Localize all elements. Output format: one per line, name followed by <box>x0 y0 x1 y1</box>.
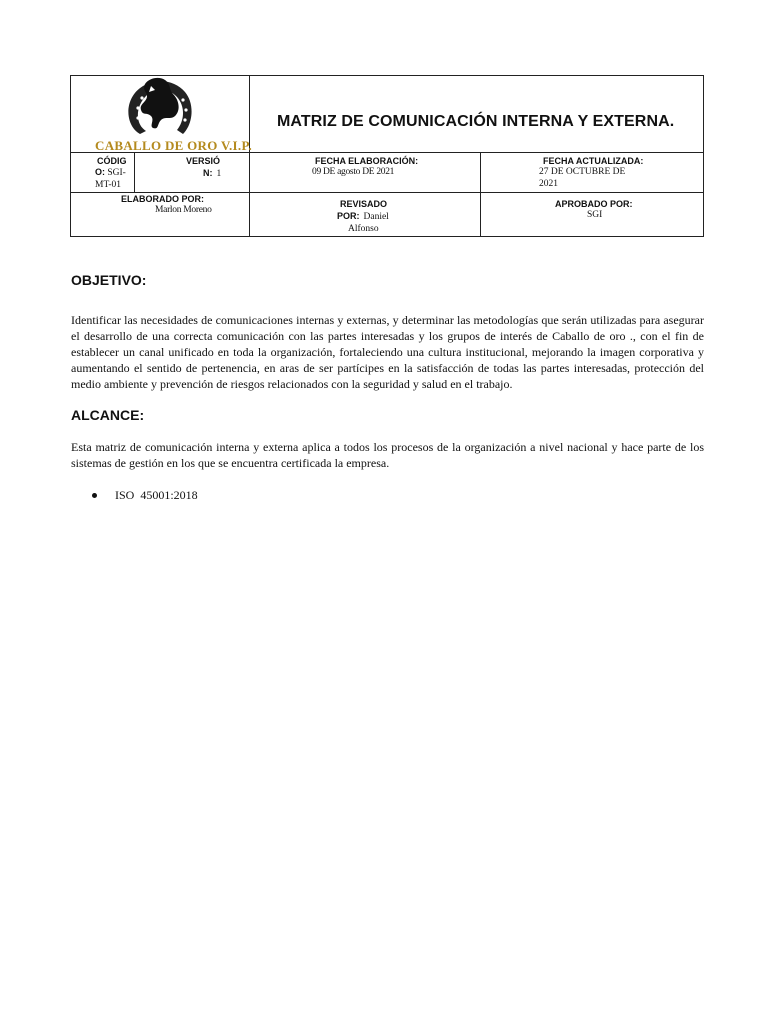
aprobado-label: APROBADO POR: <box>555 199 633 209</box>
fecha-actualizada-value: 27 DE OCTUBRE DE <box>539 167 626 177</box>
list-item <box>92 488 198 503</box>
version-cell <box>135 153 250 193</box>
fecha-actualizada-cell <box>481 153 704 193</box>
list-item-text: ISO 45001:2018 <box>115 488 198 502</box>
alcance-heading: ALCANCE: <box>71 407 145 423</box>
horse-horseshoe-logo-icon <box>95 76 225 142</box>
aprobado-value: SGI <box>587 210 603 220</box>
title-cell <box>250 76 704 153</box>
document-title: MATRIZ DE COMUNICACIÓN INTERNA Y EXTERNA. <box>277 113 675 130</box>
version-value: 1 <box>216 169 222 179</box>
codigo-value-cont: MT-01 <box>95 180 122 190</box>
version-label: VERSIÓ <box>186 156 221 166</box>
codigo-label-suffix: O: <box>95 167 105 177</box>
fecha-actualizada-value-cont: 2021 <box>539 179 558 189</box>
logo-text: CABALLO DE ORO V.I.P. <box>95 138 253 153</box>
document-header-table <box>70 75 704 237</box>
objetivo-paragraph: Identificar las necesidades de comunicaciones internas y externas, y determinar las metodologías que serán utilizadas para asegurar el desarrollo de una correcta comunicación con las partes interesadas y los grupos de interés de Caballo de oro ., con el fin de establecer un canal unificado en toda la organización, fortaleciendo una cultura institucional, mejorando la imagen corporativa y aumentando el sentido de pertenencia, en aras de ser partícipes en la satisfacción de todas las partes interesadas, protección del medio ambiente y prevención de riesgos relacionados con la seguridad y salud en el trabajo. <box>71 313 704 391</box>
alcance-paragraph: Esta matriz de comunicación interna y externa aplica a todos los procesos de la organización a nivel nacional y hace parte de los sistemas de gestión en los que se encuentra certificada la empresa. <box>71 440 704 470</box>
version-label-suffix: N: <box>203 168 213 178</box>
fecha-elaboracion-label: FECHA ELABORACIÓN: <box>315 156 419 166</box>
logo-cell <box>71 76 253 153</box>
fecha-elaboracion-cell <box>250 153 481 193</box>
elaborado-cell <box>71 193 250 237</box>
fecha-actualizada-label: FECHA ACTUALIZADA: <box>543 156 644 166</box>
objetivo-heading: OBJETIVO: <box>71 272 147 288</box>
elaborado-value: Marlon Moreno <box>155 205 212 215</box>
codigo-value: SGI- <box>107 168 126 178</box>
fecha-elaboracion-value: 09 DE agosto DE 2021 <box>312 167 395 177</box>
aprobado-cell <box>481 193 704 237</box>
revisado-value: Daniel <box>363 212 389 222</box>
codigo-label: CÓDIG <box>97 156 127 166</box>
bullet-icon <box>92 493 97 498</box>
revisado-cell <box>250 193 481 237</box>
revisado-label: REVISADO <box>340 199 388 209</box>
revisado-label-suffix: POR: <box>337 211 360 221</box>
elaborado-label: ELABORADO POR: <box>121 194 204 204</box>
codigo-cell <box>71 153 135 193</box>
revisado-value-cont: Alfonso <box>348 224 379 234</box>
